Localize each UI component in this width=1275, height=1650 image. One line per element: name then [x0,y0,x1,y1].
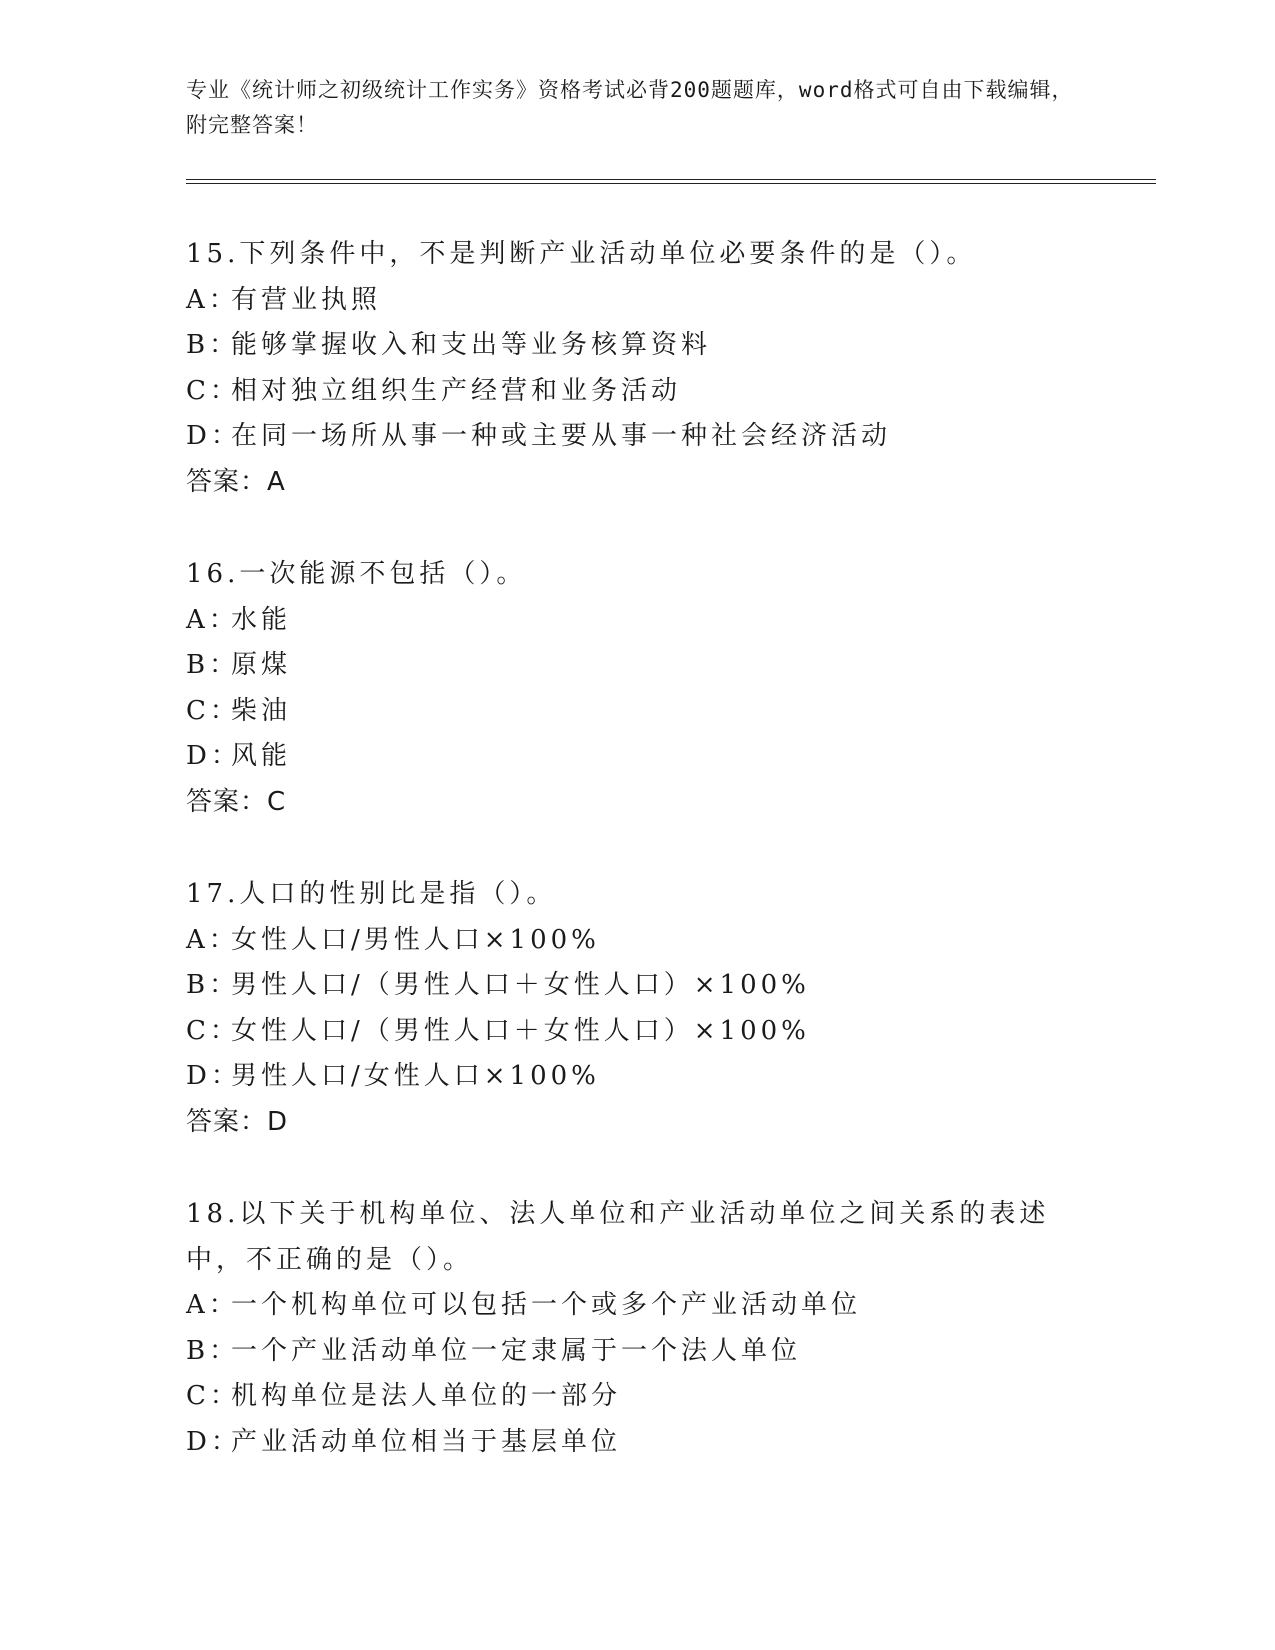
question-18 [186,1192,1146,1465]
option-key: D： [186,1061,241,1091]
option-key: C： [186,1381,240,1411]
question-15 [186,232,1146,505]
option-text: 原煤 [231,650,292,680]
question-stem: 18.以下关于机构单位、法人单位和产业活动单位之间关系的表述中，不正确的是（）。 [186,1199,1050,1275]
option-key: A： [186,1290,239,1320]
question-stem: 17.人口的性别比是指（）。 [186,879,557,909]
option-text: 风能 [231,741,292,771]
option-key: C： [186,1015,240,1046]
option-a [186,1283,1146,1329]
option-text: 一个产业活动单位一定隶属于一个法人单位 [231,1335,802,1366]
document-header: 专业《统计师之初级统计工作实务》资格考试必背200题题库，word格式可自由下载编辑，附完整答案！ [186,78,1074,137]
option-key: A： [186,604,239,635]
option-key: C： [186,695,240,726]
option-text: 男性人口/（男性人口＋女性人口）×100% [231,970,810,1000]
option-a [186,278,1146,324]
option-key: C： [186,375,240,406]
option-c [186,1009,1146,1055]
option-b [186,1329,1146,1375]
question-16 [186,552,1146,825]
question-stem: 15.下列条件中，不是判断产业活动单位必要条件的是（）。 [186,239,977,269]
option-text: 女性人口/（男性人口＋女性人口）×100% [231,1015,810,1046]
option-a [186,598,1146,644]
option-text: 有营业执照 [231,284,382,315]
option-key: D： [186,421,241,451]
option-b [186,643,1146,689]
option-key: B： [186,330,240,360]
option-key: A： [186,924,239,955]
answer-label: 答案：A [186,466,286,497]
option-key: B： [186,650,240,680]
option-text: 水能 [231,604,292,635]
option-key: B： [186,1335,240,1366]
header-divider [186,179,1156,184]
option-text: 男性人口/女性人口×100% [231,1061,600,1091]
option-c [186,689,1146,735]
question-17 [186,872,1146,1145]
option-key: D： [186,1426,241,1457]
option-text: 能够掌握收入和支出等业务核算资料 [231,330,712,360]
option-d [186,734,1146,780]
question-list [186,232,1146,1512]
option-d [186,1054,1146,1100]
option-b [186,963,1146,1009]
option-d [186,1420,1146,1466]
option-key: B： [186,970,240,1000]
answer-label: 答案：C [186,786,287,817]
option-c [186,369,1146,415]
option-key: A： [186,284,239,315]
option-b [186,323,1146,369]
option-text: 产业活动单位相当于基层单位 [231,1426,622,1457]
option-text: 一个机构单位可以包括一个或多个产业活动单位 [231,1290,862,1320]
option-text: 机构单位是法人单位的一部分 [231,1381,622,1411]
option-a [186,918,1146,964]
question-stem: 16.一次能源不包括（）。 [186,559,527,589]
option-key: D： [186,741,241,771]
option-d [186,414,1146,460]
option-text: 柴油 [231,695,292,726]
option-text: 在同一场所从事一种或主要从事一种社会经济活动 [231,421,892,451]
option-c [186,1374,1146,1420]
option-text: 相对独立组织生产经营和业务活动 [231,375,682,406]
answer-label: 答案：D [186,1106,289,1137]
option-text: 女性人口/男性人口×100% [231,924,600,955]
